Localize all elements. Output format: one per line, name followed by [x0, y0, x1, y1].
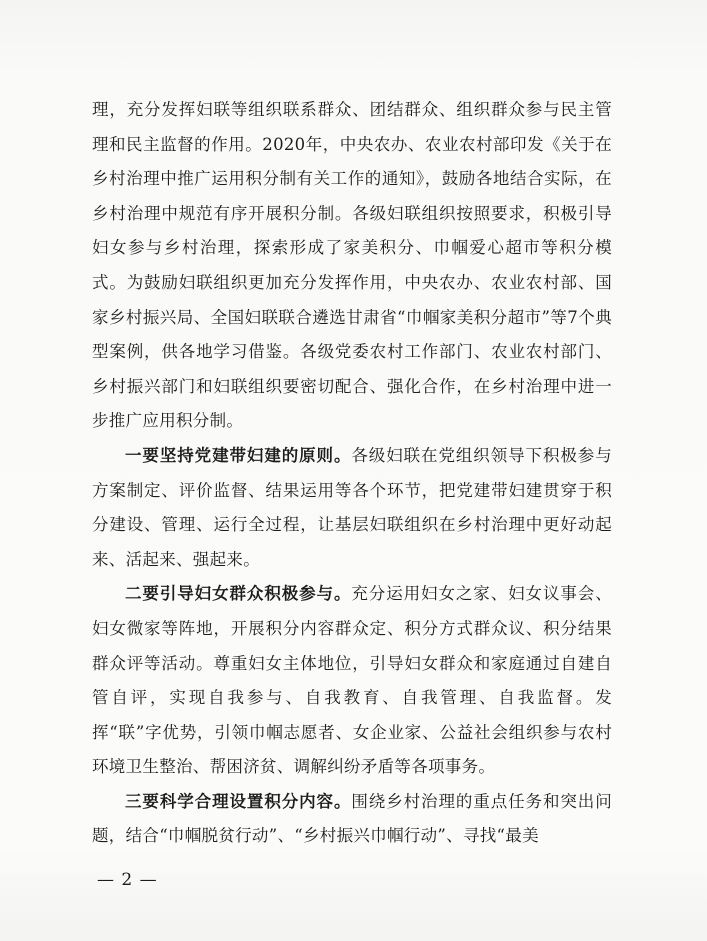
paragraph-lead: 二要引导妇女群众积极参与。: [125, 584, 352, 604]
paragraph-lead: 三要科学合理设置积分内容。: [125, 791, 352, 811]
body-text: [92, 93, 612, 854]
paragraph-4: [92, 785, 612, 854]
paragraph-body: 充分运用妇女之家、妇女议事会、妇女微家等阵地，开展积分内容群众定、积分方式群众议、积分结果群众评等活动。尊重妇女主体地位，引导妇女群众和家庭通过自建自管自评，实现自我参与、自我教育、自我管理、自我监督。发挥“联”字优势，引领巾帼志愿者、女企业家、公益社会组织参与农村环境卫生整治、帮困济贫、调解纠纷矛盾等各项事务。: [92, 584, 612, 777]
paragraph-1: [92, 93, 612, 439]
paragraph-lead: 一要坚持党建带妇建的原则。: [125, 445, 352, 465]
paragraph-body: 围绕乡村治理的重点任务和突出问题，结合“巾帼脱贫行动”、“乡村振兴巾帼行动”、寻找“最美: [92, 791, 612, 846]
paragraph-3: [92, 577, 612, 785]
page-number: — 2 —: [97, 870, 158, 890]
paragraph-body: 各级妇联在党组织领导下积极参与方案制定、评价监督、结果运用等各个环节，把党建带妇建贯穿于积分建设、管理、运行全过程，让基层妇联组织在乡村治理中更好动起来、活起来、强起来。: [92, 445, 612, 569]
paragraph-body: 理，充分发挥妇联等组织联系群众、团结群众、组织群众参与民主管理和民主监督的作用。2020年，中央农办、农业农村部印发《关于在乡村治理中推广运用积分制有关工作的通知》，鼓励各地结合实际，在乡村治理中规范有序开展积分制。各级妇联组织按照要求，积极引导妇女参与乡村治理，探索形成了家美积分、巾帼爱心超市等积分模式。为鼓励妇联组织更加充分发挥作用，中央农办、农业农村部、国家乡村振兴局、全国妇联联合遴选甘肃省“巾帼家美积分超市”等7个典型案例，供各地学习借鉴。各级党委农村工作部门、农业农村部门、乡村振兴部门和妇联组织要密切配合、强化合作，在乡村治理中进一步推广应用积分制。: [92, 100, 612, 431]
paragraph-2: [92, 439, 612, 577]
